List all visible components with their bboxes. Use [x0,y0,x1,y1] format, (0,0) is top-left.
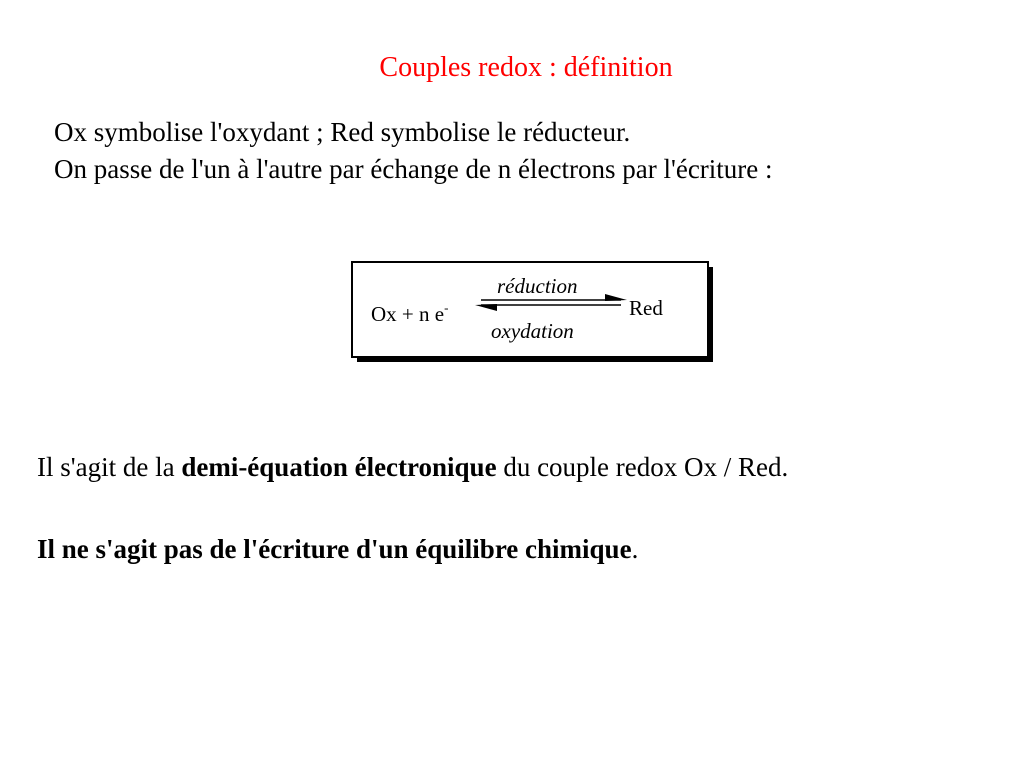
reduction-label: réduction [497,274,578,298]
intro-line-2: On passe de l'un à l'autre par échange de n électrons par l'écriture : [54,154,773,184]
oxidation-label: oxydation [491,319,574,343]
backward-arrow-head [475,304,497,311]
half-equation-statement [37,451,788,483]
intro-text [54,114,773,188]
slide-title: Couples redox : définition [379,52,673,83]
equation-left-text: Ox + n e [371,302,445,326]
warning-suffix: . [631,534,639,564]
equation-right-side: Red [629,296,663,320]
statement-emphasis: demi-équation électronique [181,452,497,482]
electron-charge-superscript: - [444,300,449,315]
forward-arrow-head [605,294,627,301]
warning-emphasis: Il ne s'agit pas de l'écriture d'un équilibre chimique [37,534,632,564]
not-equilibrium-warning [37,533,638,565]
equation-box [351,261,709,358]
statement-suffix: du couple redox Ox / Red. [496,452,789,482]
intro-line-1: Ox symbolise l'oxydant ; Red symbolise le réducteur. [54,117,631,147]
statement-prefix: Il s'agit de la [37,452,182,482]
